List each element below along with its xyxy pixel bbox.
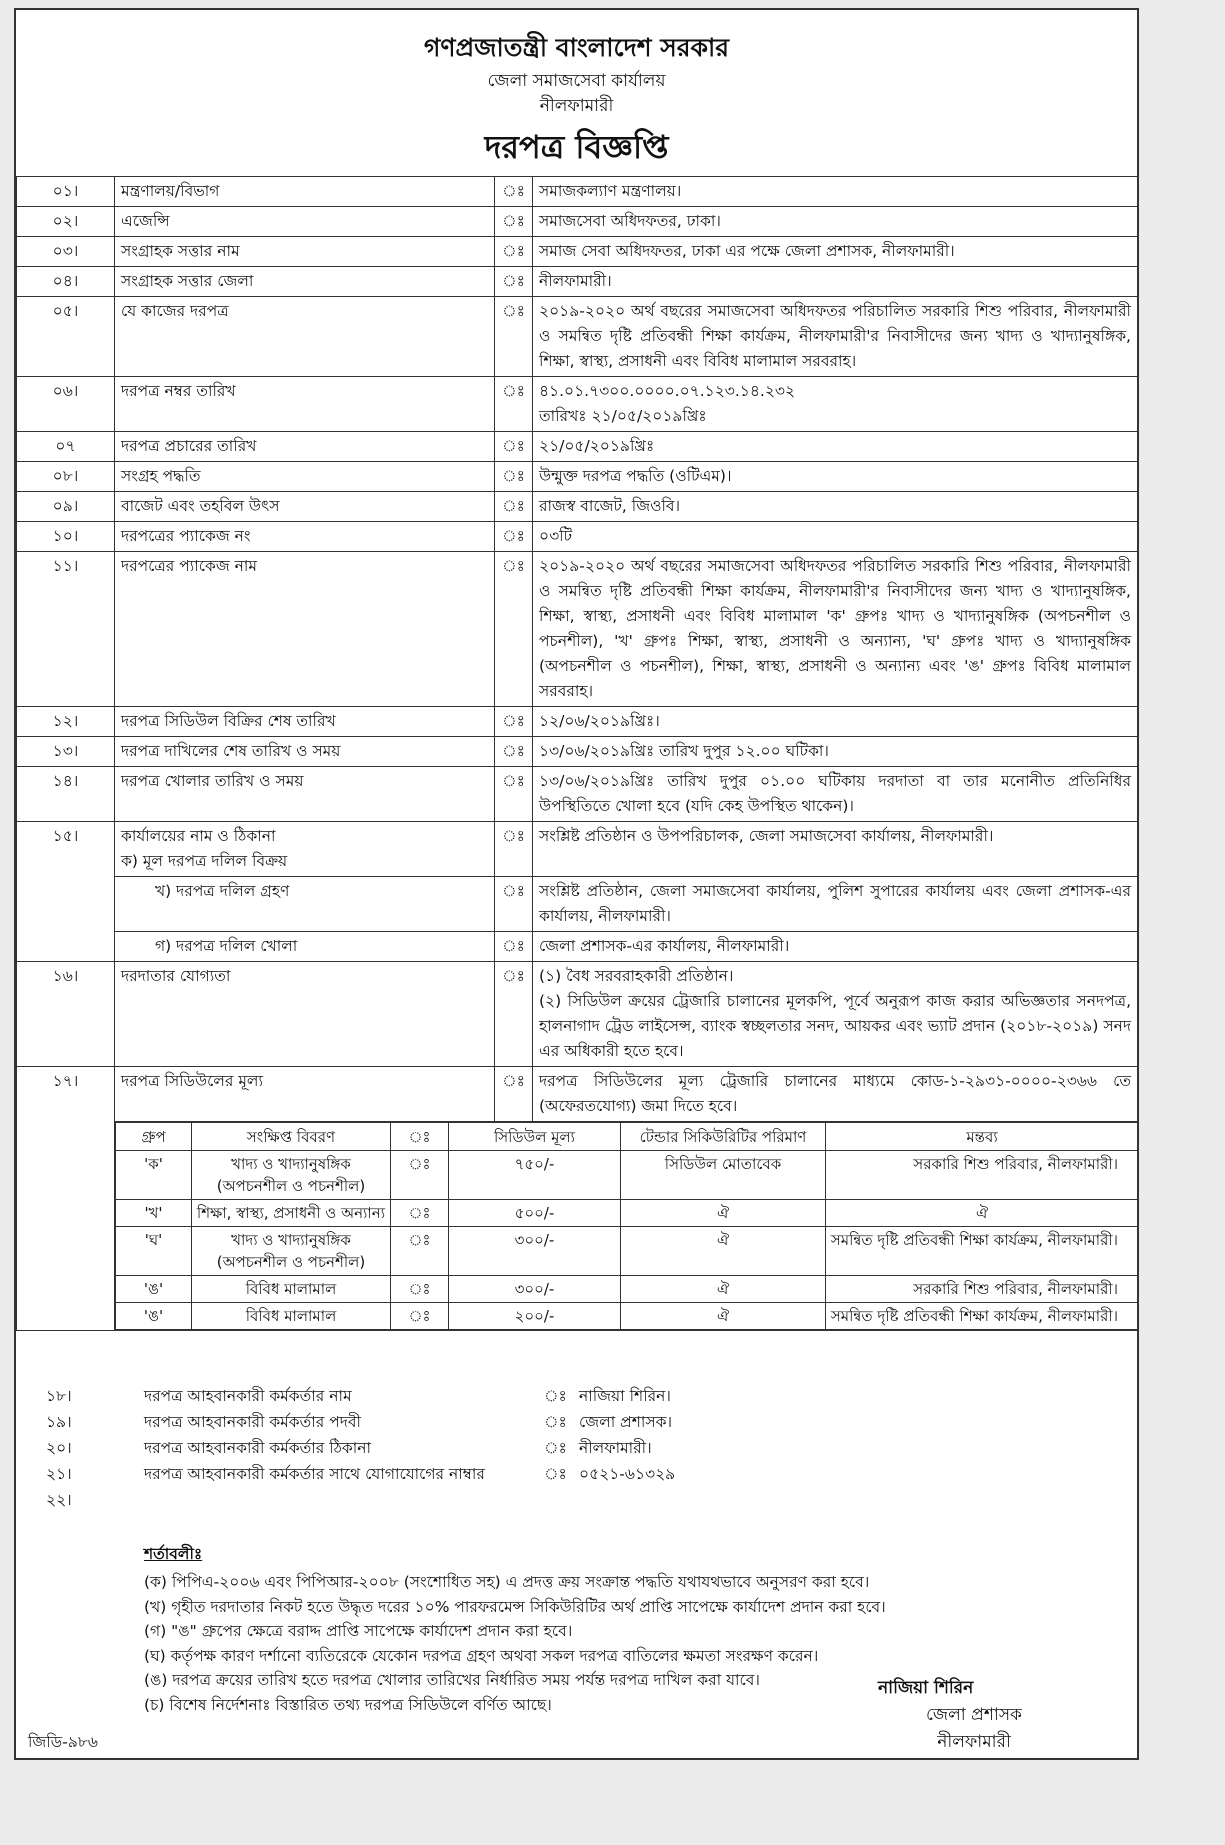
table-row [17, 1067, 1138, 1122]
group-cell-desc: খাদ্য ও খাদ্যানুষঙ্গিক (অপচনশীল ও পচনশীল) [192, 1151, 391, 1200]
group-cell-c: ঃ [391, 1151, 449, 1200]
row-label: দরপত্র খোলার তারিখ ও সময় [115, 767, 495, 822]
table-row [17, 877, 1138, 932]
row-label: দরপত্র দাখিলের শেষ তারিখ ও সময় [115, 737, 495, 767]
row-value [533, 207, 1138, 237]
list-item [16, 1434, 1137, 1460]
row-number: ০৮। [17, 462, 115, 492]
officer-info-list [16, 1382, 1137, 1512]
group-cell-desc: খাদ্য ও খাদ্যানুষঙ্গিক (অপচনশীল ও পচনশীল) [192, 1227, 391, 1276]
row-colon: ঃ [495, 707, 533, 737]
item-number: ১৮। [46, 1387, 72, 1405]
row-number: ১৪। [17, 767, 115, 822]
row-number: ১২। [17, 707, 115, 737]
item-label: দরপত্র আহবানকারী কর্মকর্তার ঠিকানা [144, 1439, 372, 1457]
row-value-line: ১৩/০৬/২০১৯খ্রিঃ তারিখ দুপুর ০১.০০ ঘটিকায় দরদাতা বা তার মনোনীত প্রতিনিধির উপস্থিতিতে খোলা হবে (যদি কেহ উপস্থিত থাকেন)। [539, 772, 1131, 815]
row-label-text: ক) মূল দরপত্র দলিল বিক্রয় [121, 852, 288, 870]
row-value [533, 707, 1138, 737]
table-row [17, 377, 1138, 432]
row-label: খ) দরপত্র দলিল গ্রহণ [115, 877, 495, 932]
group-cell-sec: ঐ [621, 1227, 826, 1276]
group-cell-rem: ঐ [826, 1200, 1139, 1227]
row-value-line: সমাজ সেবা অধিদফতর, ঢাকা এর পক্ষে জেলা প্রশাসক, নীলফামারী। [539, 242, 955, 260]
row-number: ০৪। [17, 267, 115, 297]
row-label: দরপত্র নম্বর তারিখ [115, 377, 495, 432]
group-price-cell [115, 1122, 1138, 1331]
table-row [17, 297, 1138, 377]
district-name: নীলফামারী [539, 96, 614, 116]
group-header-cell: মন্তব্য [826, 1123, 1139, 1151]
row-number: ১১। [17, 552, 115, 707]
group-cell-rem: সমন্বিত দৃষ্টি প্রতিবন্ধী শিক্ষা কার্যক্রম, নীলফামারী। [826, 1227, 1139, 1276]
row-value-line: ২০১৯-২০২০ অর্থ বছরের সমাজসেবা অধিদফতর পরিচালিত সরকারি শিশু পরিবার, নীলফামারী ও সমন্বিত দৃষ্টি প্রতিবন্ধী শিক্ষা কার্যক্রম, নীলফামারী'র নিবাসীদের জন্য খাদ্য ও খাদ্যানুষঙ্গিক, শিক্ষা, স্বাস্থ্য, প্রসাধনী এবং বিবিধ মালামাল সরবরাহ। [539, 302, 1131, 370]
row-value [533, 377, 1138, 432]
row-value: সংশ্লিষ্ট প্রতিষ্ঠান, জেলা সমাজসেবা কার্যালয়, পুলিশ সুপারের কার্যালয় এবং জেলা প্রশাসক-এর কার্যালয়, নীলফামারী। [533, 877, 1138, 932]
tender-details-table [16, 176, 1138, 1331]
term-item: (চ) বিশেষ নির্দেশনাঃ বিস্তারিত তথ্য দরপত্র সিডিউলে বর্ণিত আছে। [144, 1695, 552, 1714]
group-header-row [116, 1123, 1139, 1151]
group-header-cell: সংক্ষিপ্ত বিবরণ [192, 1123, 391, 1151]
table-row [17, 237, 1138, 267]
row-colon: ঃ [495, 492, 533, 522]
table-row [17, 267, 1138, 297]
row-number: ০৯। [17, 492, 115, 522]
item-label: দরপত্র আহবানকারী কর্মকর্তার নাম [144, 1387, 352, 1405]
table-row [17, 707, 1138, 737]
row-number: ০৩। [17, 237, 115, 267]
row-colon: ঃ [495, 767, 533, 822]
row-number: ১৫। [17, 822, 115, 962]
row-number: ১৬। [17, 962, 115, 1067]
row-label: দরপত্রের প্যাকেজ নং [115, 522, 495, 552]
item-number: ২২। [46, 1491, 72, 1509]
row-value [533, 492, 1138, 522]
item-colon: ঃ [544, 1413, 567, 1431]
row-colon: ঃ [495, 962, 533, 1067]
item-label: দরপত্র আহবানকারী কর্মকর্তার পদবী [144, 1413, 361, 1431]
row-value: জেলা প্রশাসক-এর কার্যালয়, নীলফামারী। [533, 932, 1138, 962]
row-value-line: ১২/০৬/২০১৯খ্রিঃ। [539, 712, 660, 730]
row-colon: ঃ [495, 377, 533, 432]
term-item: (ক) পিপিএ-২০০৬ এবং পিপিআর-২০০৮ (সংশোধিত সহ) এ প্রদত্ত ক্রয় সংক্রান্ত পদ্ধতি যথাযথভাবে অনুসরণ করা হবে। [144, 1573, 870, 1591]
group-cell-c: ঃ [391, 1303, 449, 1330]
row-value [533, 767, 1138, 822]
row-value-line: ০৩টি [539, 527, 573, 545]
row-label: গ) দরপত্র দলিল খোলা [115, 932, 495, 962]
table-row [17, 432, 1138, 462]
group-cell-desc: শিক্ষা, স্বাস্থ্য, প্রসাধনী ও অন্যান্য [192, 1200, 391, 1227]
row-colon: ঃ [495, 237, 533, 267]
row-number: ০৬। [17, 377, 115, 432]
row-label: মন্ত্রণালয়/বিভাগ [115, 177, 495, 207]
item-value: ০৫২১-৬১৩২৯ [579, 1465, 676, 1483]
row-value-line: নীলফামারী। [539, 272, 612, 290]
terms-section [144, 1542, 886, 1717]
row-value-line: সমাজসেবা অধিদফতর, ঢাকা। [539, 212, 721, 230]
row-number: ১৭। [17, 1067, 115, 1331]
government-title: গণপ্রজাতন্ত্রী বাংলাদেশ সরকার [424, 33, 729, 62]
row-value-line: ২০১৯-২০২০ অর্থ বছরের সমাজসেবা অধিদফতর পরিচালিত সরকারি শিশু পরিবার, নীলফামারী ও সমন্বিত দৃষ্টি প্রতিবন্ধী শিক্ষা কার্যক্রম, নীলফামারী'র নিবাসীদের জন্য খাদ্য ও খাদ্যানুষঙ্গিক, শিক্ষা, স্বাস্থ্য, প্রসাধনী এবং বিবিধ মালামাল 'ক' গ্রুপঃ খাদ্য ও খাদ্যানুষঙ্গিক (অপচনশীল ও পচনশীল), 'খ' গ্রুপঃ শিক্ষা, স্বাস্থ্য, প্রসাধনী ও অন্যান্য, 'ঘ' গ্রুপঃ খাদ্য ও খাদ্যানুষঙ্গিক (অপচনশীল ও পচনশীল), শিক্ষা, স্বাস্থ্য, প্রসাধনী ও অন্যান্য এবং 'ঙ' গ্রুপঃ বিবিধ মালামাল সরবরাহ। [539, 557, 1131, 700]
row-label: দরপত্র সিডিউল বিক্রির শেষ তারিখ [115, 707, 495, 737]
signature-block [874, 1675, 1074, 1756]
group-header-cell: গ্রুপ [116, 1123, 192, 1151]
table-row [17, 962, 1138, 1067]
row-colon: ঃ [495, 297, 533, 377]
group-cell-desc: বিবিধ মালামাল [192, 1303, 391, 1330]
row-number: ০১। [17, 177, 115, 207]
qualification-item: (১) বৈধ সরবরাহকারী প্রতিষ্ঠান। [539, 967, 734, 985]
row-label-text: কার্যালয়ের নাম ও ঠিকানা [121, 827, 276, 845]
row-value-line: ২১/০৫/২০১৯খ্রিঃ [539, 437, 655, 455]
row-label: দরপত্র সিডিউলের মূল্য [115, 1067, 495, 1122]
group-row [116, 1276, 1139, 1303]
group-row [116, 1151, 1139, 1200]
item-colon: ঃ [544, 1465, 567, 1483]
group-header-cell: সিডিউল মূল্য [449, 1123, 621, 1151]
row-number: ০২। [17, 207, 115, 237]
terms-title: শর্তাবলীঃ [144, 1545, 203, 1563]
group-cell-g: 'ক' [116, 1151, 192, 1200]
table-row [17, 492, 1138, 522]
row-colon: ঃ [495, 552, 533, 707]
group-cell-price: ৩০০/- [449, 1276, 621, 1303]
row-label: সংগ্রহ পদ্ধতি [115, 462, 495, 492]
row-number: ১৩। [17, 737, 115, 767]
group-cell-g: 'ঘ' [116, 1227, 192, 1276]
gd-number: জিডি-৯৮৬ [28, 1733, 98, 1751]
group-cell-desc: বিবিধ মালামাল [192, 1276, 391, 1303]
group-row [116, 1303, 1139, 1330]
row-label: যে কাজের দরপত্র [115, 297, 495, 377]
row-colon: ঃ [495, 462, 533, 492]
item-value: নাজিয়া শিরিন। [579, 1387, 671, 1405]
row-value-line: উন্মুক্ত দরপত্র পদ্ধতি (ওটিএম)। [539, 467, 732, 485]
row-label: বাজেট এবং তহবিল উৎস [115, 492, 495, 522]
row-value [533, 267, 1138, 297]
tender-notice-document [14, 8, 1139, 1760]
group-table-row [17, 1122, 1138, 1331]
row-number: ০৭ [17, 432, 115, 462]
row-value [533, 737, 1138, 767]
table-row [17, 822, 1138, 877]
notice-title: দরপত্র বিজ্ঞপ্তি [484, 128, 669, 166]
row-colon: ঃ [495, 737, 533, 767]
table-row [17, 767, 1138, 822]
group-cell-sec: ঐ [621, 1200, 826, 1227]
row-label: সংগ্রাহক সত্তার নাম [115, 237, 495, 267]
table-row [17, 932, 1138, 962]
row-value: সংশ্লিষ্ট প্রতিষ্ঠান ও উপপরিচালক, জেলা সমাজসেবা কার্যালয়, নীলফামারী। [533, 822, 1138, 877]
row-colon: ঃ [495, 207, 533, 237]
group-row [116, 1227, 1139, 1276]
row-label: দরদাতার যোগ্যতা [115, 962, 495, 1067]
item-value: জেলা প্রশাসক। [579, 1413, 672, 1431]
table-row [17, 207, 1138, 237]
row-value [533, 237, 1138, 267]
row-value: দরপত্র সিডিউলের মূল্য ট্রেজারি চালানের মাধ্যমে কোড-১-২৯৩১-০০০০-২৩৬৬ তে (অফেরতযোগ্য) জমা দিতে হবে। [533, 1067, 1138, 1122]
row-value-line: রাজস্ব বাজেট, জিওবি। [539, 497, 681, 515]
row-label: এজেন্সি [115, 207, 495, 237]
group-price-table [115, 1122, 1139, 1330]
list-item [16, 1382, 1137, 1408]
group-row [116, 1200, 1139, 1227]
row-colon: ঃ [495, 522, 533, 552]
row-label: দরপত্রের প্যাকেজ নাম [115, 552, 495, 707]
term-item: (খ) গৃহীত দরদাতার নিকট হতে উদ্ধৃত দরের ১০% পারফরমেন্স সিকিউরিটির অর্থ প্রাপ্তি সাপেক্ষে কার্যাদেশ প্রদান করা হবে। [144, 1597, 886, 1616]
row-label: সংগ্রাহক সত্তার জেলা [115, 267, 495, 297]
term-item: (ঘ) কর্তৃপক্ষ কারণ দর্শানো ব্যতিরেকে যেকোন দরপত্র গ্রহণ অথবা সকল দরপত্র বাতিলের ক্ষমতা সংরক্ষণ করেন। [144, 1646, 819, 1665]
row-colon: ঃ [495, 267, 533, 297]
term-item: (গ) "ঙ" গ্রুপের ক্ষেত্রে বরাদ্দ প্রাপ্তি সাপেক্ষে কার্যাদেশ প্রদান করা হবে। [144, 1622, 573, 1640]
group-cell-sec: সিডিউল মোতাবেক [621, 1151, 826, 1200]
row-value-line: সমাজকল্যাণ মন্ত্রণালয়। [539, 182, 682, 200]
table-row [17, 552, 1138, 707]
row-value [533, 462, 1138, 492]
row-value-line: তারিখঃ ২১/০৫/২০১৯খ্রিঃ [539, 407, 707, 425]
list-item [16, 1460, 1137, 1486]
row-label: দরপত্র প্রচারের তারিখ [115, 432, 495, 462]
item-value: নীলফামারী। [579, 1439, 652, 1457]
row-value [533, 962, 1138, 1067]
group-cell-c: ঃ [391, 1200, 449, 1227]
group-cell-sec: ঐ [621, 1276, 826, 1303]
row-value [533, 297, 1138, 377]
table-row [17, 737, 1138, 767]
row-value [533, 177, 1138, 207]
item-label: দরপত্র আহবানকারী কর্মকর্তার সাথে যোগাযোগের নাম্বার [144, 1465, 485, 1483]
row-colon: ঃ [495, 1067, 533, 1122]
signatory-place: নীলফামারী [937, 1732, 1011, 1752]
item-number: ২০। [46, 1439, 72, 1457]
office-name: জেলা সমাজসেবা কার্যালয় [487, 71, 666, 91]
group-cell-price: ৫০০/- [449, 1200, 621, 1227]
group-cell-g: 'ঙ' [116, 1303, 192, 1330]
table-row [17, 522, 1138, 552]
row-colon: ঃ [495, 432, 533, 462]
row-value [533, 432, 1138, 462]
row-value-line: ১৩/০৬/২০১৯খ্রিঃ তারিখ দুপুর ১২.০০ ঘটিকা। [539, 742, 829, 760]
group-cell-rem: সরকারি শিশু পরিবার, নীলফামারী। [826, 1151, 1139, 1200]
list-item [16, 1486, 1137, 1512]
group-cell-sec: ঐ [621, 1303, 826, 1330]
row-value [533, 522, 1138, 552]
row-value-line: ৪১.০১.৭৩০০.০০০০.০৭.১২৩.১৪.২৩২ [539, 382, 796, 400]
group-cell-g: 'খ' [116, 1200, 192, 1227]
signatory-designation: জেলা প্রশাসক [926, 1705, 1022, 1725]
row-number: ০৫। [17, 297, 115, 377]
table-row [17, 462, 1138, 492]
item-colon: ঃ [544, 1439, 567, 1457]
row-colon: ঃ [495, 177, 533, 207]
row-value [533, 552, 1138, 707]
group-header-cell: টেন্ডার সিকিউরিটির পরিমাণ [621, 1123, 826, 1151]
item-colon: ঃ [544, 1387, 567, 1405]
group-cell-c: ঃ [391, 1276, 449, 1303]
row-colon: ঃ [495, 822, 533, 877]
group-header-cell: ঃ [391, 1123, 449, 1151]
group-cell-price: ৩০০/- [449, 1227, 621, 1276]
term-item: (ঙ) দরপত্র ক্রয়ের তারিখ হতে দরপত্র খোলার তারিখের নির্ধারিত সময় পর্যন্ত দরপত্র দাখিল করা যাবে। [144, 1671, 760, 1689]
group-cell-c: ঃ [391, 1227, 449, 1276]
table-row [17, 177, 1138, 207]
row-colon: ঃ [495, 877, 533, 932]
item-number: ১৯। [46, 1413, 72, 1431]
group-cell-rem: সরকারি শিশু পরিবার, নীলফামারী। [826, 1276, 1139, 1303]
group-cell-price: ৭৫০/- [449, 1151, 621, 1200]
signatory-name: নাজিয়া শিরিন [878, 1678, 974, 1698]
qualification-item: (২) সিডিউল ক্রয়ের ট্রেজারি চালানের মূলকপি, পূর্বে অনুরূপ কাজ করার অভিজ্ঞতার সনদপত্র, হালনাগাদ ট্রেড লাইসেন্স, ব্যাংক স্বচ্ছলতার সনদ, আয়কর এবং ভ্যাট প্রদান (২০১৮-২০১৯) সনদ এর অধিকারী হতে হবে। [539, 992, 1131, 1060]
list-item [16, 1408, 1137, 1434]
row-number: ১০। [17, 522, 115, 552]
item-number: ২১। [46, 1465, 72, 1483]
row-label [115, 822, 495, 877]
group-cell-g: 'ঙ' [116, 1276, 192, 1303]
group-cell-rem: সমন্বিত দৃষ্টি প্রতিবন্ধী শিক্ষা কার্যক্রম, নীলফামারী। [826, 1303, 1139, 1330]
row-colon: ঃ [495, 932, 533, 962]
group-cell-price: ২০০/- [449, 1303, 621, 1330]
